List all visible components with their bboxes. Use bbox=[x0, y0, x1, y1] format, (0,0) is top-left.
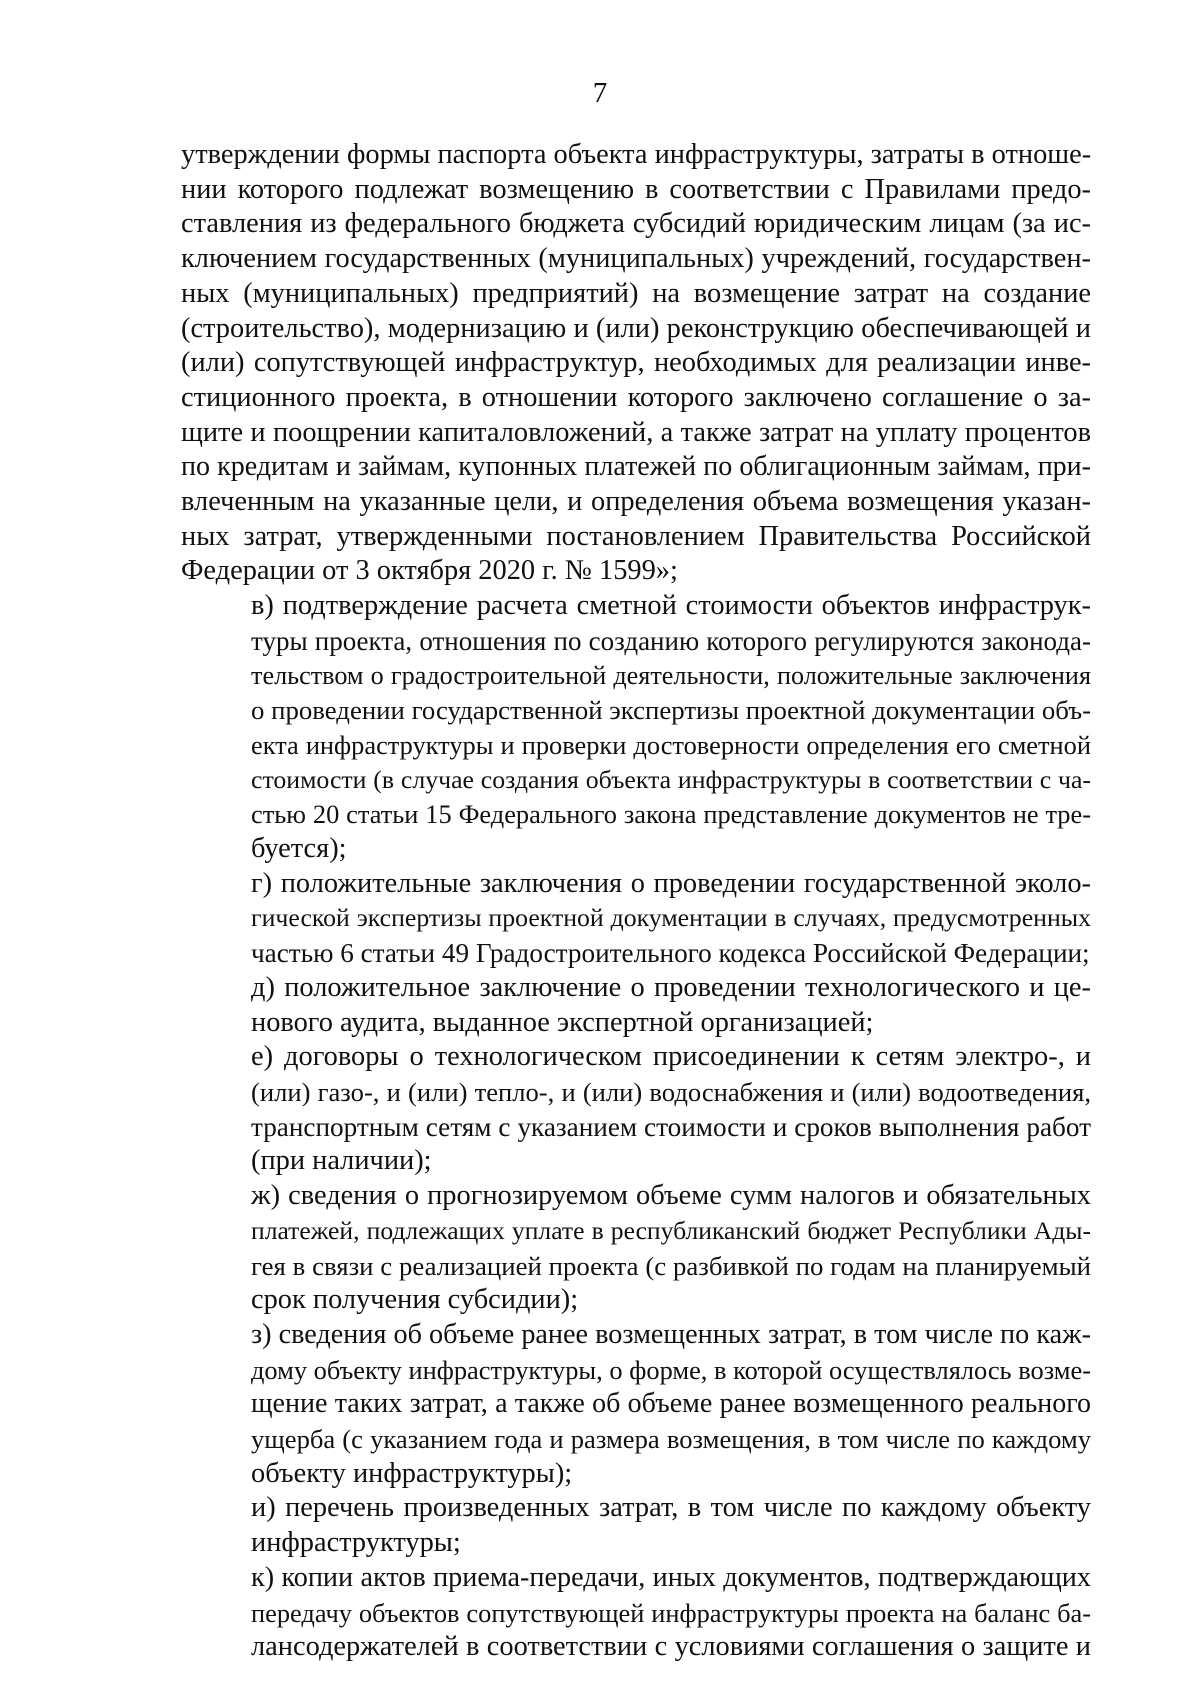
text-line: ставления из федерального бюджета субсидий юридическим лицам (за ис- bbox=[181, 208, 1091, 240]
text-line: ж) сведения о прогнозируемом объеме сумм налогов и обязательных bbox=[251, 1180, 1091, 1212]
text-line: нии которого подлежат возмещению в соответствии с Правилами предо- bbox=[181, 173, 1091, 205]
text-line: в) подтверждение расчета сметной стоимости объектов инфраструк- bbox=[251, 590, 1091, 622]
text-line: Федерации от 3 октября 2020 г. № 1599»; bbox=[181, 555, 678, 587]
text-line: ных (муниципальных) предприятий) на возмещение затрат на создание bbox=[181, 277, 1091, 309]
text-line: (при наличии); bbox=[251, 1145, 432, 1177]
paragraph bbox=[181, 1561, 1091, 1665]
paragraph bbox=[181, 138, 1091, 589]
paragraph bbox=[181, 1179, 1091, 1318]
text-line: з) сведения об объеме ранее возмещенных затрат, в том числе по каж- bbox=[251, 1318, 1091, 1350]
text-line: передачу объектов сопутствующей инфраструктуры проекта на баланс ба- bbox=[251, 1597, 1091, 1628]
text-line: д) положительное заключение о проведении технологического и це- bbox=[251, 971, 1091, 1003]
text-line: щите и поощрении капиталовложений, а также затрат на уплату процентов bbox=[181, 416, 1091, 448]
text-line: и) перечень произведенных затрат, в том числе по каждому объекту bbox=[251, 1492, 1091, 1524]
text-line: туры проекта, отношения по созданию которого регулируются законода- bbox=[251, 625, 1091, 656]
paragraph bbox=[181, 867, 1091, 971]
text-line: (строительство), модернизацию и (или) реконструкцию обеспечивающей и bbox=[181, 312, 1091, 344]
text-line: тельством о градостроительной деятельности, положительные заключения bbox=[251, 660, 1091, 690]
text-line: частью 6 статьи 49 Градостроительного кодекса Российской Федерации; bbox=[251, 938, 1090, 969]
text-line: гической экспертизы проектной документации в случаях, предусмотренных bbox=[251, 903, 1091, 933]
text-line: по кредитам и займам, купонных платежей по облигационным займам, при- bbox=[181, 451, 1091, 483]
text-line: ключением государственных (муниципальных) учреждений, государствен- bbox=[181, 243, 1091, 275]
text-line: стью 20 статьи 15 Федерального закона представление документов не тре- bbox=[251, 799, 1091, 830]
text-line: ных затрат, утвержденными постановлением Правительства Российской bbox=[181, 520, 1091, 552]
text-line: щение таких затрат, а также об объеме ранее возмещенного реального bbox=[251, 1388, 1091, 1420]
text-line: екта инфраструктуры и проверки достоверности определения его сметной bbox=[251, 729, 1091, 760]
text-line: (или) сопутствующей инфраструктур, необходимых для реализации инве- bbox=[181, 347, 1091, 379]
text-line: инфраструктуры; bbox=[251, 1527, 461, 1559]
document-body bbox=[181, 138, 1091, 1665]
paragraph bbox=[181, 589, 1091, 867]
text-line: утверждении формы паспорта объекта инфраструктуры, затраты в отноше- bbox=[181, 139, 1092, 170]
text-line: нового аудита, выданное экспертной организацией; bbox=[251, 1006, 874, 1038]
text-line: е) договоры о технологическом присоединении к сетям электро-, и bbox=[251, 1041, 1091, 1073]
text-line: срок получения субсидии); bbox=[251, 1284, 579, 1316]
text-line: буется); bbox=[251, 833, 347, 865]
text-line: лансодержателей в соответствии с условиями соглашения о защите и bbox=[251, 1631, 1091, 1663]
text-line: стиционного проекта, в отношении которого заключено соглашение о за- bbox=[181, 381, 1091, 413]
text-line: (или) газо-, и (или) тепло-, и (или) водоснабжения и (или) водоотведения, bbox=[251, 1076, 1091, 1107]
text-line: к) копии актов приема-передачи, иных документов, подтверждающих bbox=[251, 1561, 1091, 1593]
text-line: дому объекту инфраструктуры, о форме, в которой осуществлялось возме- bbox=[251, 1354, 1091, 1385]
paragraph bbox=[181, 1040, 1091, 1179]
paragraph bbox=[181, 1318, 1091, 1492]
page-number: 7 bbox=[592, 77, 608, 109]
text-line: ущерба (с указанием года и размера возмещения, в том числе по каждому bbox=[251, 1424, 1091, 1455]
text-line: транспортным сетям с указанием стоимости и сроков выполнения работ bbox=[251, 1111, 1091, 1142]
text-line: о проведении государственной экспертизы проектной документации объ- bbox=[251, 695, 1091, 726]
text-line: гея в связи с реализацией проекта (с разбивкой по годам на планируемый bbox=[251, 1250, 1091, 1281]
paragraph bbox=[181, 1491, 1091, 1560]
text-line: объекту инфраструктуры); bbox=[251, 1457, 573, 1489]
text-line: платежей, подлежащих уплате в республиканский бюджет Республики Ады- bbox=[251, 1215, 1091, 1245]
text-line: влеченным на указанные цели, и определения объема возмещения указан- bbox=[181, 486, 1091, 518]
text-line: стоимости (в случае создания объекта инфраструктуры в соответствии с ча- bbox=[251, 764, 1091, 794]
paragraph bbox=[181, 971, 1091, 1040]
text-line: г) положительные заключения о проведении государственной эколо- bbox=[251, 867, 1091, 899]
